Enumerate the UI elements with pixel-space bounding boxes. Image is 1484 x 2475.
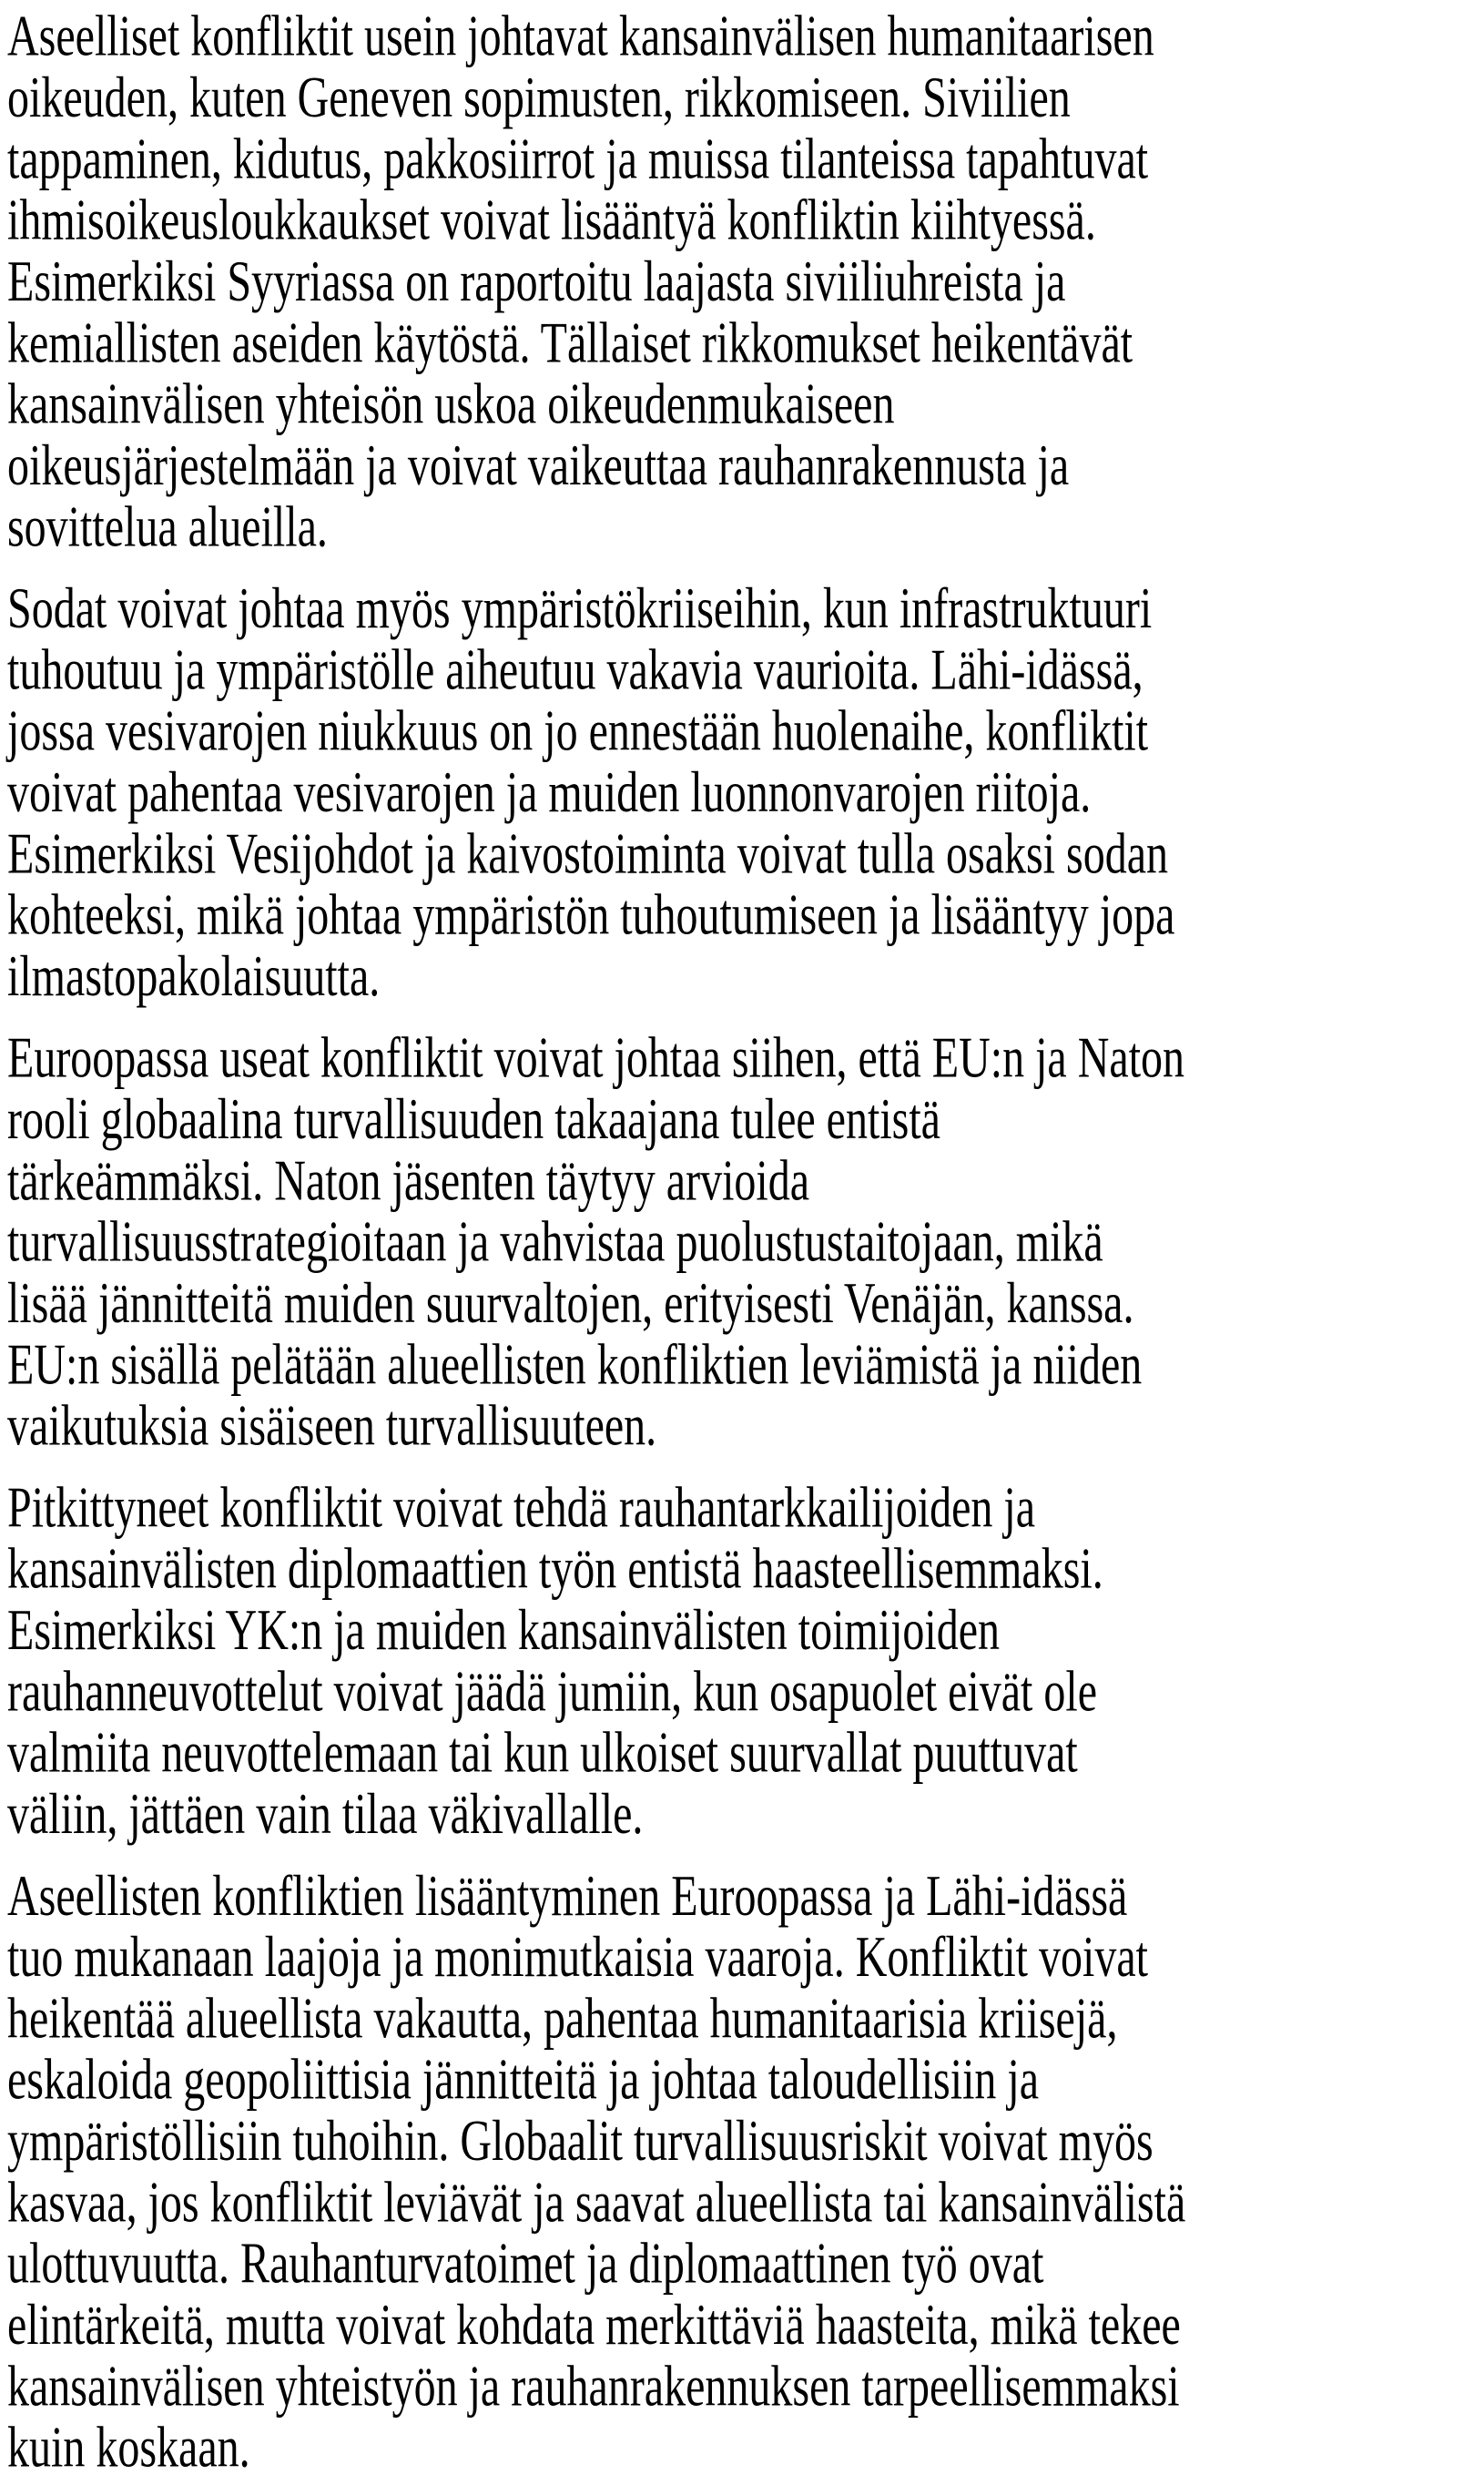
- text-line: ilmastopakolaisuutta.: [7, 944, 381, 1009]
- text-line: sovittelua alueilla.: [7, 494, 328, 559]
- text-line: oikeuden, kuten Geneven sopimusten, rikkomiseen. Siviilien: [7, 66, 1071, 130]
- text-line: Esimerkiksi Syyriassa on raportoitu laajasta siviiliuhreista ja: [7, 250, 1066, 314]
- text-line: ympäristöllisiin tuhoihin. Globaalit turvallisuusriskit voivat myös: [7, 2109, 1154, 2174]
- text-line: heikentää alueellista vakautta, pahentaa humanitaarisia kriisejä,: [7, 1986, 1118, 2051]
- text-line: vaikutuksia sisäiseen turvallisuuteen.: [7, 1394, 657, 1459]
- text-line: Aseelliset konfliktit usein johtavat kansainvälisen humanitaarisen: [7, 5, 1154, 69]
- paragraph-environmental-crises: [7, 578, 1477, 1007]
- paragraph-eu-nato: [7, 1028, 1477, 1457]
- text-line: ihmisoikeusloukkaukset voivat lisääntyä konfliktin kiihtyessä.: [7, 188, 1096, 253]
- text-line: turvallisuusstrategioitaan ja vahvistaa puolustustaitojaan, mikä: [7, 1210, 1103, 1275]
- text-line: kansainvälisten diplomaattien työn entistä haasteellisemmaksi.: [7, 1537, 1103, 1602]
- text-line: Euroopassa useat konfliktit voivat johtaa siihen, että EU:n ja Naton: [7, 1026, 1185, 1091]
- paragraph-summary: [7, 1866, 1477, 2475]
- text-line: kohteeksi, mikä johtaa ympäristön tuhoutumiseen ja lisääntyy jopa: [7, 883, 1175, 948]
- paragraph-humanitarian-law: [7, 6, 1477, 558]
- text-line: elintärkeitä, mutta voivat kohdata merkittäviä haasteita, mikä tekee: [7, 2293, 1181, 2358]
- text-line: Aseellisten konfliktien lisääntyminen Euroopassa ja Lähi-idässä: [7, 1864, 1128, 1929]
- text-line: Sodat voivat johtaa myös ympäristökriiseihin, kun infrastruktuuri: [7, 576, 1153, 641]
- text-line: rauhanneuvottelut voivat jäädä jumiin, kun osapuolet eivät ole: [7, 1659, 1097, 1724]
- text-line: tuo mukanaan laajoja ja monimutkaisia vaaroja. Konfliktit voivat: [7, 1925, 1148, 1990]
- text-line: kansainvälisen yhteisön uskoa oikeudenmukaiseen: [7, 372, 895, 437]
- text-line: tappaminen, kidutus, pakkosiirrot ja muissa tilanteissa tapahtuvat: [7, 127, 1149, 191]
- text-line: tärkeämmäksi. Naton jäsenten täytyy arvioida: [7, 1148, 810, 1213]
- text-line: kasvaa, jos konfliktit leviävät ja saavat alueellista tai kansainvälistä: [7, 2170, 1186, 2235]
- text-line: kansainvälisen yhteistyön ja rauhanrakennuksen tarpeellisemmaksi: [7, 2354, 1180, 2419]
- text-line: jossa vesivarojen niukkuus on jo ennestään huolenaihe, konfliktit: [7, 699, 1149, 764]
- text-line: väliin, jättäen vain tilaa väkivallalle.: [7, 1782, 644, 1847]
- text-line: eskaloida geopoliittisia jännitteitä ja johtaa taloudellisiin ja: [7, 2048, 1040, 2113]
- text-line: lisää jännitteitä muiden suurvaltojen, erityisesti Venäjän, kanssa.: [7, 1271, 1134, 1336]
- text-line: valmiita neuvottelemaan tai kun ulkoiset suurvallat puuttuvat: [7, 1721, 1078, 1786]
- text-line: rooli globaalina turvallisuuden takaajana tulee entistä: [7, 1087, 940, 1152]
- text-line: Esimerkiksi YK:n ja muiden kansainvälisten toimijoiden: [7, 1598, 1001, 1663]
- text-line: voivat pahentaa vesivarojen ja muiden luonnonvarojen riitoja.: [7, 760, 1092, 825]
- text-line: kemiallisten aseiden käytöstä. Tällaiset rikkomukset heikentävät: [7, 311, 1133, 375]
- text-line: Esimerkiksi Vesijohdot ja kaivostoiminta voivat tulla osaksi sodan: [7, 821, 1168, 886]
- paragraph-prolonged-conflicts: [7, 1477, 1477, 1845]
- text-line: tuhoutuu ja ympäristölle aiheutuu vakavia vaurioita. Lähi-idässä,: [7, 637, 1143, 702]
- text-line: Pitkittyneet konfliktit voivat tehdä rauhantarkkailijoiden ja: [7, 1475, 1036, 1540]
- text-line: kuin koskaan.: [7, 2416, 250, 2475]
- text-line: EU:n sisällä pelätään alueellisten konfliktien leviämistä ja niiden: [7, 1332, 1143, 1397]
- text-line: oikeusjärjestelmään ja voivat vaikeuttaa rauhanrakennusta ja: [7, 433, 1070, 498]
- text-line: ulottuvuutta. Rauhanturvatoimet ja diplomaattinen työ ovat: [7, 2232, 1044, 2297]
